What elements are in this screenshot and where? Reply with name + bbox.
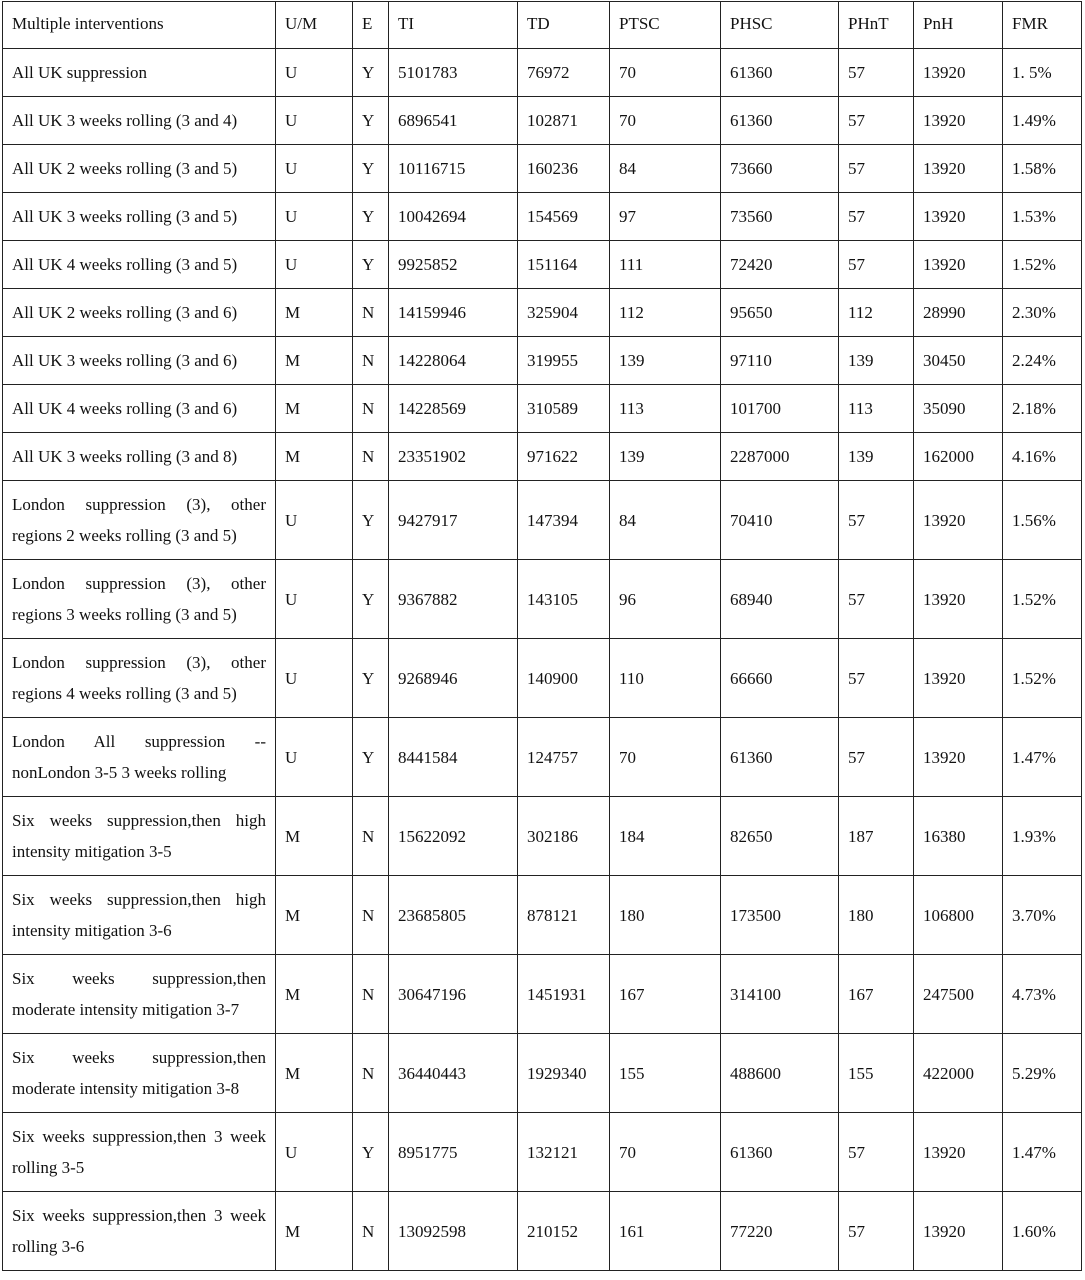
ti-cell: 13092598: [389, 1192, 518, 1271]
um-cell: U: [276, 718, 353, 797]
intervention-name: Six weeks suppression,then 3 week rolling 3-5: [3, 1113, 276, 1192]
phnt-cell: 57: [839, 241, 914, 289]
fmr-cell: 2.30%: [1003, 289, 1082, 337]
table-row: [3, 876, 1082, 955]
pnh-cell: 13920: [914, 49, 1003, 97]
ptsc-cell: 84: [610, 481, 721, 560]
um-cell: M: [276, 1034, 353, 1113]
e-cell: Y: [353, 639, 389, 718]
fmr-cell: 1.52%: [1003, 639, 1082, 718]
intervention-name: All UK 4 weeks rolling (3 and 5): [3, 241, 276, 289]
ti-cell: 10042694: [389, 193, 518, 241]
um-cell: M: [276, 876, 353, 955]
td-cell: 143105: [518, 560, 610, 639]
phnt-cell: 167: [839, 955, 914, 1034]
intervention-name: All UK 3 weeks rolling (3 and 4): [3, 97, 276, 145]
phnt-cell: 180: [839, 876, 914, 955]
phsc-cell: 73560: [721, 193, 839, 241]
ptsc-cell: 110: [610, 639, 721, 718]
e-cell: Y: [353, 145, 389, 193]
phnt-cell: 57: [839, 1113, 914, 1192]
pnh-cell: 13920: [914, 639, 1003, 718]
phsc-cell: 61360: [721, 718, 839, 797]
td-cell: 132121: [518, 1113, 610, 1192]
phsc-cell: 173500: [721, 876, 839, 955]
td-cell: 971622: [518, 433, 610, 481]
header-um: U/M: [276, 2, 353, 49]
td-cell: 160236: [518, 145, 610, 193]
ti-cell: 23685805: [389, 876, 518, 955]
e-cell: N: [353, 385, 389, 433]
e-cell: Y: [353, 49, 389, 97]
intervention-name: London suppression (3), other regions 4 weeks rolling (3 and 5): [3, 639, 276, 718]
phnt-cell: 57: [839, 97, 914, 145]
header-td: TD: [518, 2, 610, 49]
header-pnh: PnH: [914, 2, 1003, 49]
phsc-cell: 72420: [721, 241, 839, 289]
e-cell: Y: [353, 481, 389, 560]
phnt-cell: 139: [839, 433, 914, 481]
phnt-cell: 57: [839, 1192, 914, 1271]
um-cell: M: [276, 385, 353, 433]
um-cell: M: [276, 955, 353, 1034]
phsc-cell: 61360: [721, 49, 839, 97]
table-row: [3, 955, 1082, 1034]
phsc-cell: 70410: [721, 481, 839, 560]
table-row: [3, 193, 1082, 241]
intervention-name: Six weeks suppression,then 3 week rolling 3-6: [3, 1192, 276, 1271]
interventions-table: [2, 1, 1082, 1271]
um-cell: M: [276, 337, 353, 385]
e-cell: N: [353, 876, 389, 955]
fmr-cell: 1.47%: [1003, 1113, 1082, 1192]
fmr-cell: 2.24%: [1003, 337, 1082, 385]
td-cell: 147394: [518, 481, 610, 560]
ti-cell: 8951775: [389, 1113, 518, 1192]
ti-cell: 9925852: [389, 241, 518, 289]
ptsc-cell: 161: [610, 1192, 721, 1271]
pnh-cell: 13920: [914, 193, 1003, 241]
td-cell: 151164: [518, 241, 610, 289]
table-row: [3, 718, 1082, 797]
phnt-cell: 113: [839, 385, 914, 433]
fmr-cell: 1.58%: [1003, 145, 1082, 193]
ptsc-cell: 70: [610, 49, 721, 97]
ptsc-cell: 70: [610, 1113, 721, 1192]
intervention-name: All UK 2 weeks rolling (3 and 5): [3, 145, 276, 193]
pnh-cell: 13920: [914, 1192, 1003, 1271]
ptsc-cell: 111: [610, 241, 721, 289]
e-cell: N: [353, 797, 389, 876]
e-cell: N: [353, 1034, 389, 1113]
um-cell: U: [276, 193, 353, 241]
pnh-cell: 13920: [914, 145, 1003, 193]
ti-cell: 30647196: [389, 955, 518, 1034]
pnh-cell: 247500: [914, 955, 1003, 1034]
ti-cell: 23351902: [389, 433, 518, 481]
header-row: [3, 2, 1082, 49]
phsc-cell: 61360: [721, 1113, 839, 1192]
header-multiple-interventions: Multiple interventions: [3, 2, 276, 49]
fmr-cell: 1.93%: [1003, 797, 1082, 876]
td-cell: 124757: [518, 718, 610, 797]
pnh-cell: 35090: [914, 385, 1003, 433]
ptsc-cell: 112: [610, 289, 721, 337]
phsc-cell: 95650: [721, 289, 839, 337]
td-cell: 76972: [518, 49, 610, 97]
table-row: [3, 433, 1082, 481]
phnt-cell: 57: [839, 560, 914, 639]
fmr-cell: 1. 5%: [1003, 49, 1082, 97]
pnh-cell: 28990: [914, 289, 1003, 337]
ptsc-cell: 184: [610, 797, 721, 876]
e-cell: N: [353, 337, 389, 385]
table-row: [3, 639, 1082, 718]
intervention-name: All UK suppression: [3, 49, 276, 97]
pnh-cell: 13920: [914, 1113, 1003, 1192]
um-cell: U: [276, 1113, 353, 1192]
intervention-name: All UK 4 weeks rolling (3 and 6): [3, 385, 276, 433]
pnh-cell: 16380: [914, 797, 1003, 876]
ti-cell: 36440443: [389, 1034, 518, 1113]
ptsc-cell: 167: [610, 955, 721, 1034]
header-phnt: PHnT: [839, 2, 914, 49]
intervention-name: Six weeks suppression,then high intensity mitigation 3-5: [3, 797, 276, 876]
fmr-cell: 1.53%: [1003, 193, 1082, 241]
phnt-cell: 57: [839, 639, 914, 718]
table-row: [3, 337, 1082, 385]
phnt-cell: 187: [839, 797, 914, 876]
um-cell: U: [276, 49, 353, 97]
td-cell: 1451931: [518, 955, 610, 1034]
phsc-cell: 61360: [721, 97, 839, 145]
phnt-cell: 57: [839, 49, 914, 97]
phnt-cell: 139: [839, 337, 914, 385]
e-cell: Y: [353, 560, 389, 639]
phsc-cell: 97110: [721, 337, 839, 385]
ti-cell: 15622092: [389, 797, 518, 876]
phnt-cell: 57: [839, 718, 914, 797]
td-cell: 325904: [518, 289, 610, 337]
um-cell: U: [276, 639, 353, 718]
um-cell: M: [276, 1192, 353, 1271]
um-cell: M: [276, 289, 353, 337]
phsc-cell: 66660: [721, 639, 839, 718]
e-cell: N: [353, 289, 389, 337]
table-row: [3, 797, 1082, 876]
fmr-cell: 1.56%: [1003, 481, 1082, 560]
um-cell: U: [276, 97, 353, 145]
e-cell: N: [353, 955, 389, 1034]
um-cell: U: [276, 145, 353, 193]
pnh-cell: 13920: [914, 97, 1003, 145]
ptsc-cell: 155: [610, 1034, 721, 1113]
pnh-cell: 30450: [914, 337, 1003, 385]
phsc-cell: 73660: [721, 145, 839, 193]
table-row: [3, 145, 1082, 193]
phsc-cell: 488600: [721, 1034, 839, 1113]
ti-cell: 9268946: [389, 639, 518, 718]
header-phsc: PHSC: [721, 2, 839, 49]
phsc-cell: 82650: [721, 797, 839, 876]
td-cell: 140900: [518, 639, 610, 718]
td-cell: 1929340: [518, 1034, 610, 1113]
intervention-name: All UK 3 weeks rolling (3 and 5): [3, 193, 276, 241]
phnt-cell: 57: [839, 481, 914, 560]
ptsc-cell: 70: [610, 97, 721, 145]
header-ptsc: PTSC: [610, 2, 721, 49]
intervention-name: Six weeks suppression,then high intensity mitigation 3-6: [3, 876, 276, 955]
table-row: [3, 97, 1082, 145]
e-cell: Y: [353, 718, 389, 797]
fmr-cell: 4.73%: [1003, 955, 1082, 1034]
ptsc-cell: 96: [610, 560, 721, 639]
um-cell: U: [276, 481, 353, 560]
table-row: [3, 1034, 1082, 1113]
ti-cell: 14228569: [389, 385, 518, 433]
e-cell: N: [353, 433, 389, 481]
fmr-cell: 1.52%: [1003, 560, 1082, 639]
phnt-cell: 155: [839, 1034, 914, 1113]
e-cell: Y: [353, 193, 389, 241]
ti-cell: 8441584: [389, 718, 518, 797]
phsc-cell: 101700: [721, 385, 839, 433]
intervention-name: London suppression (3), other regions 3 weeks rolling (3 and 5): [3, 560, 276, 639]
e-cell: Y: [353, 1113, 389, 1192]
ptsc-cell: 97: [610, 193, 721, 241]
table-row: [3, 481, 1082, 560]
ptsc-cell: 70: [610, 718, 721, 797]
td-cell: 310589: [518, 385, 610, 433]
header-e: E: [353, 2, 389, 49]
table-row: [3, 1113, 1082, 1192]
intervention-name: All UK 3 weeks rolling (3 and 8): [3, 433, 276, 481]
td-cell: 878121: [518, 876, 610, 955]
um-cell: M: [276, 433, 353, 481]
intervention-name: London suppression (3), other regions 2 weeks rolling (3 and 5): [3, 481, 276, 560]
ptsc-cell: 139: [610, 433, 721, 481]
phsc-cell: 77220: [721, 1192, 839, 1271]
pnh-cell: 422000: [914, 1034, 1003, 1113]
header-fmr: FMR: [1003, 2, 1082, 49]
intervention-name: Six weeks suppression,then moderate intensity mitigation 3-7: [3, 955, 276, 1034]
fmr-cell: 3.70%: [1003, 876, 1082, 955]
pnh-cell: 13920: [914, 718, 1003, 797]
um-cell: U: [276, 560, 353, 639]
ti-cell: 14228064: [389, 337, 518, 385]
ptsc-cell: 113: [610, 385, 721, 433]
pnh-cell: 162000: [914, 433, 1003, 481]
table-row: [3, 385, 1082, 433]
ptsc-cell: 84: [610, 145, 721, 193]
e-cell: N: [353, 1192, 389, 1271]
intervention-name: All UK 3 weeks rolling (3 and 6): [3, 337, 276, 385]
pnh-cell: 13920: [914, 241, 1003, 289]
phsc-cell: 2287000: [721, 433, 839, 481]
phsc-cell: 314100: [721, 955, 839, 1034]
ti-cell: 14159946: [389, 289, 518, 337]
ptsc-cell: 180: [610, 876, 721, 955]
ti-cell: 10116715: [389, 145, 518, 193]
ptsc-cell: 139: [610, 337, 721, 385]
td-cell: 319955: [518, 337, 610, 385]
pnh-cell: 106800: [914, 876, 1003, 955]
fmr-cell: 5.29%: [1003, 1034, 1082, 1113]
table-row: [3, 49, 1082, 97]
fmr-cell: 1.52%: [1003, 241, 1082, 289]
phnt-cell: 57: [839, 145, 914, 193]
um-cell: M: [276, 797, 353, 876]
td-cell: 102871: [518, 97, 610, 145]
td-cell: 154569: [518, 193, 610, 241]
td-cell: 210152: [518, 1192, 610, 1271]
ti-cell: 6896541: [389, 97, 518, 145]
e-cell: Y: [353, 97, 389, 145]
fmr-cell: 1.49%: [1003, 97, 1082, 145]
phsc-cell: 68940: [721, 560, 839, 639]
table-row: [3, 560, 1082, 639]
intervention-name: London All suppression -- nonLondon 3-5 3 weeks rolling: [3, 718, 276, 797]
table-row: [3, 289, 1082, 337]
e-cell: Y: [353, 241, 389, 289]
fmr-cell: 1.47%: [1003, 718, 1082, 797]
ti-cell: 9367882: [389, 560, 518, 639]
phnt-cell: 112: [839, 289, 914, 337]
fmr-cell: 4.16%: [1003, 433, 1082, 481]
table-row: [3, 1192, 1082, 1271]
table-row: [3, 241, 1082, 289]
intervention-name: Six weeks suppression,then moderate intensity mitigation 3-8: [3, 1034, 276, 1113]
td-cell: 302186: [518, 797, 610, 876]
ti-cell: 9427917: [389, 481, 518, 560]
header-ti: TI: [389, 2, 518, 49]
phnt-cell: 57: [839, 193, 914, 241]
ti-cell: 5101783: [389, 49, 518, 97]
fmr-cell: 2.18%: [1003, 385, 1082, 433]
pnh-cell: 13920: [914, 481, 1003, 560]
fmr-cell: 1.60%: [1003, 1192, 1082, 1271]
intervention-name: All UK 2 weeks rolling (3 and 6): [3, 289, 276, 337]
um-cell: U: [276, 241, 353, 289]
pnh-cell: 13920: [914, 560, 1003, 639]
